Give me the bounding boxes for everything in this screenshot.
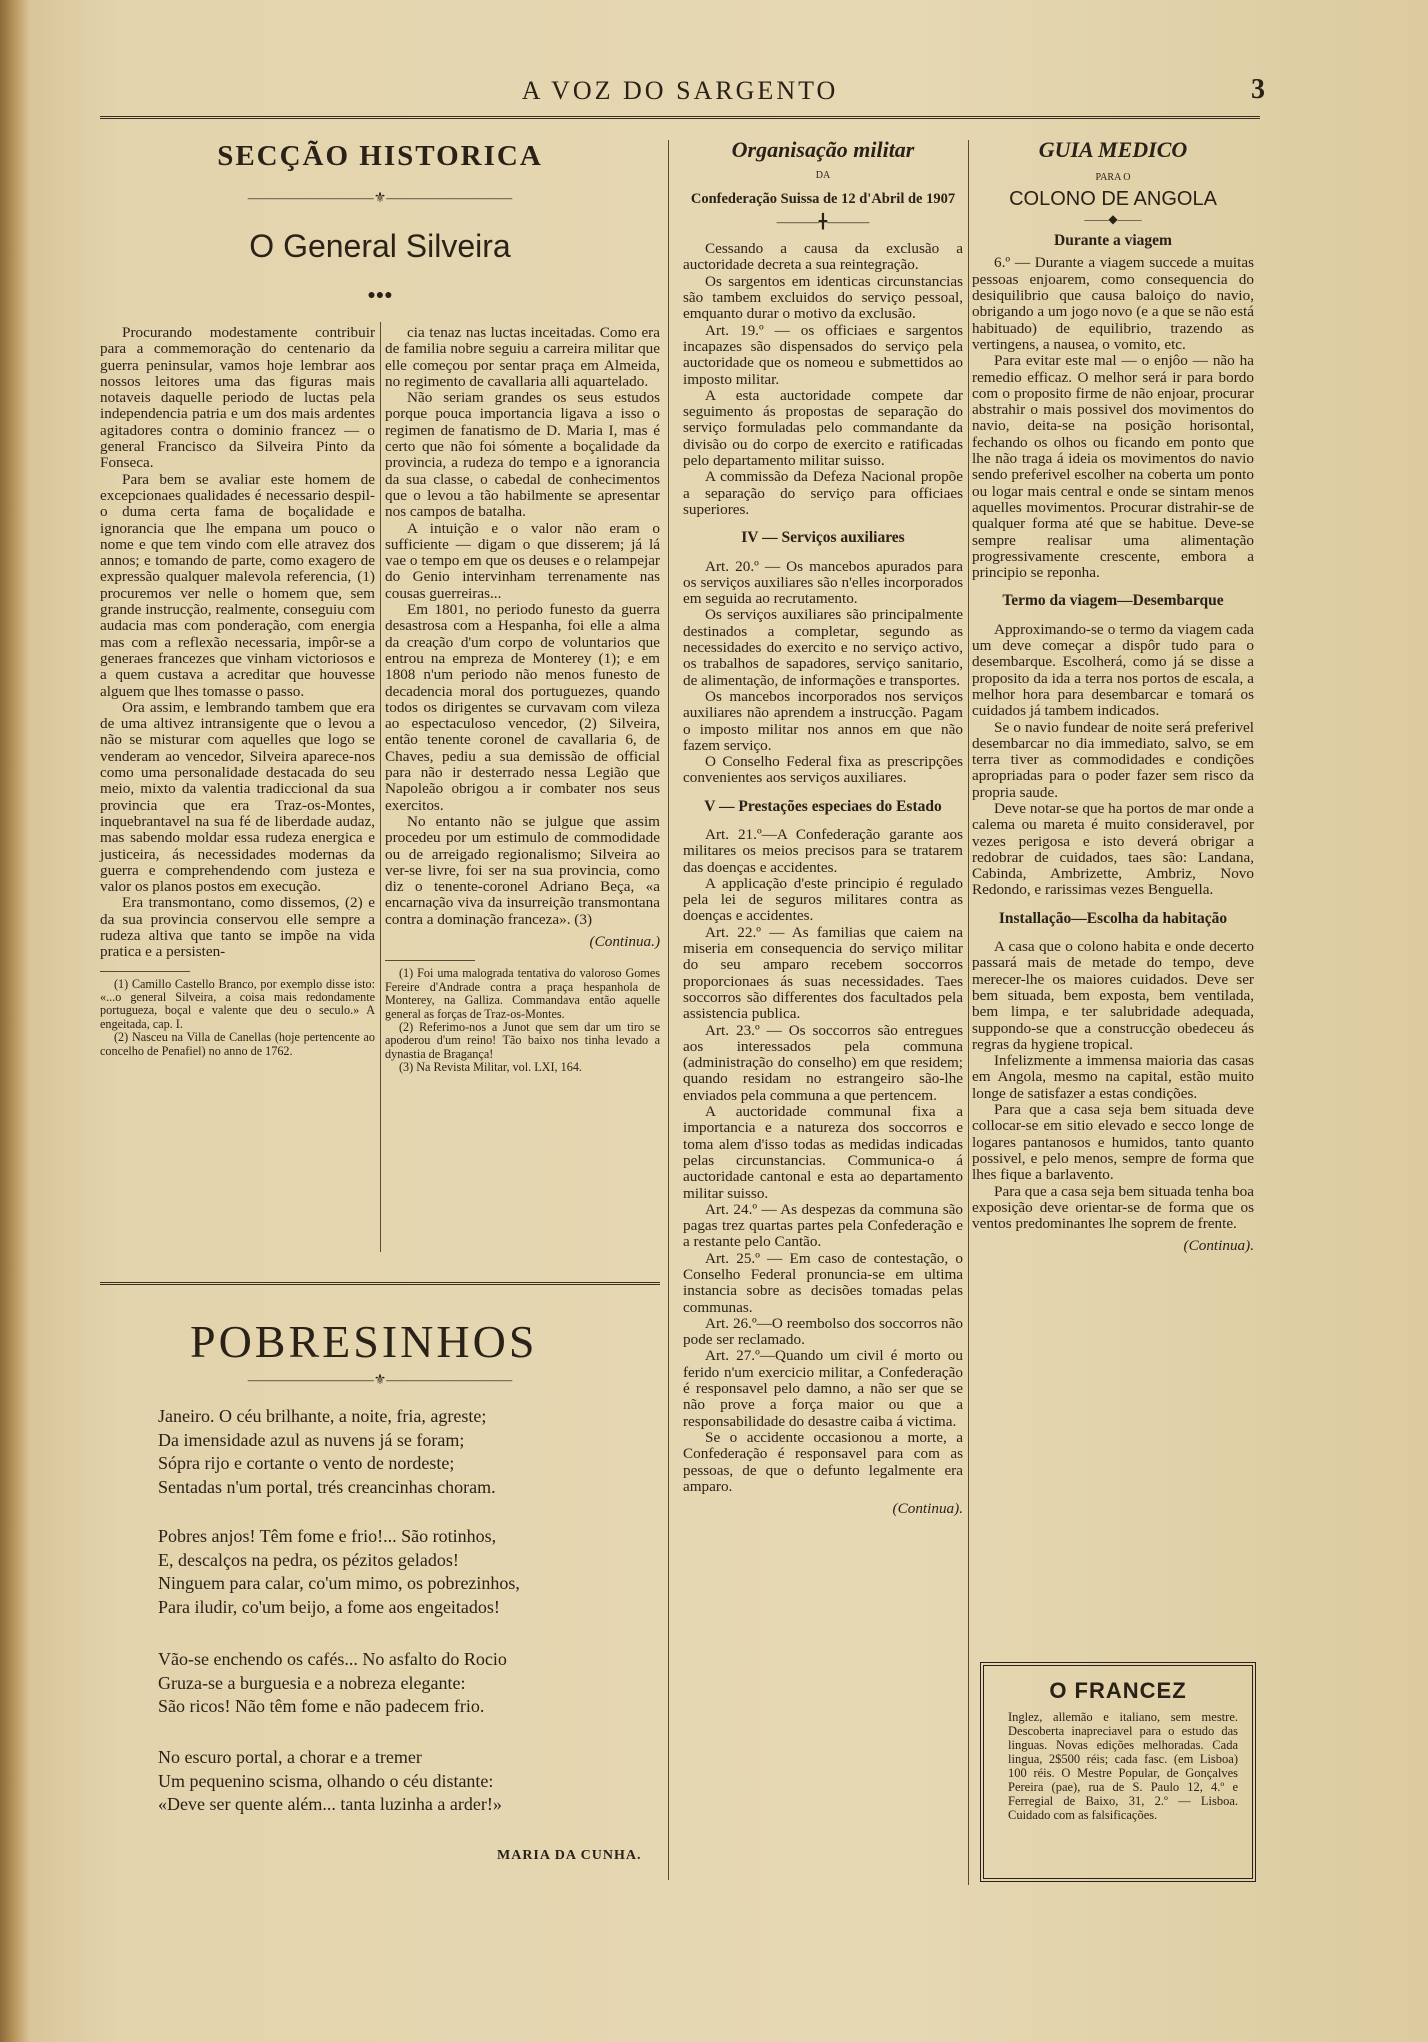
paragraph: Approximando-se o termo da viagem cada um deve começar a dispôr tudo para o desembarque. Escolherá, como já se disse a proposito da ida a terra nos portos de escala, a melhor hora para desembarcar e tomará os cuidados já tambem indicados.	[972, 620, 1254, 720]
paragraph: O Conselho Federal fixa as prescripções convenientes aos serviços auxiliares.	[683, 753, 963, 787]
paragraph: Art. 24.º — As despezas da communa são pagas trez quartas partes pela Confederação e a restante pelo Cantão.	[683, 1200, 963, 1251]
paragraph: Art. 27.º—Quando um civil é morto ou ferido n'um exercicio militar, a Confederação é responsavel pelo damno, a não ser que se não prove a força maior ou que a responsabilidade do desastre caiba á victima.	[683, 1347, 963, 1430]
article-column-2	[385, 325, 660, 1075]
paragraph: cia tenaz nas luctas inceitadas. Como era de familia nobre seguiu a carreira militar que elle começou por sentar praça em Almeida, no regimento de cavallaria alli aquartelado.	[385, 324, 660, 390]
section-heading: Durante a viagem	[1054, 232, 1172, 250]
poem-line: São ricos! Não têm fome e não padecem frio.	[158, 1696, 485, 1716]
article-title: Organisação militar	[731, 137, 915, 162]
poem-line: Da imensidade azul as nuvens já se foram;	[158, 1429, 465, 1450]
footnote: (2) Referimo-nos a Junot que sem dar um tiro se apoderou d'um reino! Tão baixo nos tinha levado a dynastia de Bragança!	[385, 1019, 660, 1061]
article-title: GUIA MEDICO	[1038, 137, 1188, 162]
article-column-1	[100, 325, 375, 1058]
page-header	[100, 70, 1265, 110]
poem-line: Janeiro. O céu brilhante, a noite, fria, agreste;	[158, 1406, 487, 1426]
header-rule	[100, 116, 1260, 123]
paragraph: A commissão da Defeza Nacional propõe a separação do serviço para officiaes superiores.	[683, 468, 963, 518]
poem-stanza-4	[158, 1746, 502, 1817]
paragraph: Em 1801, no periodo funesto da guerra desastrosa com a Hespanha, foi elle a alma da creação d'um corpo de voluntarios que entrou na empreza de Monterey (1); e em 1808 n'um periodo não menos funesto de decadencia moral dos portuguezes, quando todos os dirigentes se curvavam com vileza ao espectaculoso vencedor, (2) Silveira, então tenente coronel de cavallaria 6, de Chaves, pediu a sua demissão de official para não ir desterrado nessa Legião que Napoleão obrigou a ir combater nos seus exercitos.	[385, 601, 660, 814]
paragraph: Art. 22.º — As familias que caiem na miseria em consequencia do serviço militar do seu amparo recebem soccorros proporcionaes ás suas necessidades. Taes soccorros são differentes dos facultados pela assistencia publica.	[683, 923, 963, 1023]
paragraph: Procurando modestamente contribuir para a commemoração do centenario da guerra peninsular, vamos hoje lembrar aos nossos leitores uma das figuras mais notaveis daquelle periodo de luctas pela independencia patria e um dos mais ardentes agitadores contra o dominio francez — o general Francisco da Silveira Pinto da Fonseca.	[100, 324, 375, 472]
footnote-rule	[385, 960, 475, 961]
column-divider	[968, 140, 969, 1885]
poem-line: Vão-se enchendo os cafés... No asfalto do Rocio	[158, 1649, 507, 1669]
footnote-rule	[100, 971, 190, 972]
poem-line: Gruza-se a burguesia e a nobreza elegante:	[158, 1672, 466, 1693]
footnote: (1) Camillo Castello Branco, por exemplo disse isto: «...o general Silveira, a coisa mais redondamente portugueza, boçal e valente que deu o seculo.» A engeitada, cap. I.	[100, 976, 375, 1031]
paragraph: Deve notar-se que ha portos de mar onde a calema ou mareta é muito consideravel, por vezes perigosa e isto deverá obrigar a redobrar de cuidados, taes são: Landana, Cabinda, Ambrizette, Ambriz, Novo Redondo, e rarissimas vezes Benguella.	[972, 799, 1254, 899]
section-rule	[100, 1282, 660, 1285]
paragraph: A intuição e o valor não eram o sufficiente — digam o que disserem; já lá vae o tempo em que os deuses e o relampejar do Genio intervinham terrenamente nas cousas guerreiras...	[385, 519, 660, 602]
paragraph: Art. 19.º — os officiaes e sargentos incapazes são dispensados do serviço pela auctoridade que os nomeou e submettidos ao imposto militar.	[683, 321, 963, 388]
section-title: SECÇÃO HISTORICA	[217, 140, 543, 172]
section-heading: V — Prestações especiaes do Estado	[704, 797, 942, 815]
continua-note: (Continua).	[1183, 1237, 1254, 1255]
paragraph: Os serviços auxiliares são principalmente destinados a completar, segundo as necessidades do exercito e no serviço activo, os trabalhos de sapadores, serviço sanitario, de alimentação, de informações e transportes.	[683, 606, 963, 689]
poem-line: «Deve ser quente além... tanta luzinha a arder!»	[158, 1794, 502, 1814]
paragraph: Art. 25.º — Em caso de contestação, o Conselho Federal pronuncia-se em ultima instancia sobre as decisões tomadas pelas communas.	[683, 1249, 963, 1316]
footnote: (1) Foi uma malograda tentativa do valoroso Gomes Fereire d'Andrade contra a praça hespanhola de Monterey, na Galliza. Commandava então aquelle general as forças de Traz-os-Montes.	[385, 966, 660, 1021]
paragraph: Para que a casa seja bem situada tenha boa exposição deve orientar-se de forma que os ventos predominantes lhe soprem de frente.	[972, 1182, 1254, 1233]
paragraph: Cessando a causa da exclusão a auctoridade decreta a sua reintegração.	[683, 240, 963, 274]
ad-text: Inglez, allemão e italiano, sem mestre. Descoberta inapreciavel para o estudo das linguas. Novas edições melhoradas. Cada lingua, 2$500 réis; cada fasc. (em Lisboa) 100 réis. O Mestre Popular, de Gonçalves Pereira (pae), rua de S. Paulo 12, 4.º e Ferregial de Baixo, 31, 2.º — Lisboa. Cuidado com as falsificações.	[1008, 1710, 1238, 1822]
paragraph: Art. 21.º—A Confederação garante aos militares os meios precisos para se tratarem das doenças e accidentes.	[683, 825, 963, 876]
ornament-divider: ―――――――――⚜―――――――――	[247, 1373, 513, 1388]
paragraph: No entanto não se julgue que assim procedeu por um estimulo de commodidade ou de arreigado regionalismo; Silveira ao ver-se livre, foi ser na sua provincia, como diz o tenente-coronel Adriano Beça, «a encarnação viva da insurreição transmontana contra a dominação franceza». (3)	[385, 812, 660, 928]
poem-stanza-1	[158, 1405, 496, 1499]
article-column-3	[683, 137, 963, 1518]
ornament-divider: ―――╋―――	[776, 214, 870, 230]
paragraph: Art. 26.º—O reembolso dos soccorros não pode ser reclamado.	[683, 1314, 963, 1349]
paragraph: Não seriam grandes os seus estudos porque pouca importancia ligava a isso o regimen de fanatismo de D. Maria I, mas é certo que não foi sómente a boçalidade da provincia, a rudeza do tempo e a ignorancia da sua classe, o cabedal de conhecimentos que o levou a tão habilmente se apresentar nos campos de batalha.	[385, 389, 660, 521]
title-connector: DA	[815, 170, 831, 182]
paragraph: A auctoridade communal fixa a importancia e a natureza dos soccorros e toma alem d'isso todas as medidas indicadas pelas circunstancias. Communica-o á auctoridade cantonal e esta ao departamento militar suisso.	[683, 1103, 963, 1202]
poem-line: E, descalços na pedra, os pézitos gelados!	[158, 1549, 459, 1570]
poem-stanza-3	[158, 1648, 507, 1719]
poem-title: POBRESINHOS	[190, 1316, 538, 1367]
footnote: (3) Na Revista Militar, vol. LXI, 164.	[399, 1060, 582, 1075]
section-heading: Installação—Escolha da habitação	[998, 909, 1228, 927]
poem-line: Para iludir, co'um beijo, a fome aos engeitados!	[158, 1596, 500, 1617]
page-number: 3	[1251, 74, 1265, 105]
poem-line: No escuro portal, a chorar e a tremer	[158, 1747, 422, 1767]
paragraph: 6.º — Durante a viagem succede a muitas pessoas enjoarem, como consequencia do desiquilibrio que causa baloiço do navio, obrigando a um jogo novo (e a que se não está habituado) de equilibrio, trazendo as vertingens, a nausea, o vomito, etc.	[972, 254, 1254, 353]
poem-author: MARIA DA CUNHA.	[497, 1848, 642, 1863]
paragraph: A applicação d'este principio é regulado pela lei de seguros militares contra as doenças e accidentes.	[683, 874, 963, 925]
article-subtitle: COLONO DE ANGOLA	[1009, 187, 1217, 210]
paragraph: Os mancebos incorporados nos serviços auxiliares não aprendem a instrucção. Pagam o imposto militar nos annos em que não fazem serviço.	[683, 687, 963, 754]
paragraph: Para que a casa seja bem situada deve collocar-se em sitio elevado e secco longe de logares pantanosos e humidos, tanto quanto possivel, e pelo menos, sempre de forma que lhes fique a barlavento.	[972, 1101, 1254, 1184]
newspaper-title: A VOZ DO SARGENTO	[521, 76, 839, 105]
paragraph: Se o navio fundear de noite será preferivel desembarcar no dia immediato, salvo, se em terra tiver as commodidades e condições apropriadas para o poder fazer sem risco da propria saude.	[972, 718, 1254, 801]
paragraph: Art. 20.º — Os mancebos apurados para os serviços auxiliares são n'elles incorporados em seguida ao recrutamento.	[683, 557, 963, 608]
article-column-4	[972, 137, 1254, 1255]
paragraph: A esta auctoridade compete dar seguimento ás propostas de separação do serviço formuladas pelo commandante da divisão ou do corpo de exercito e ratificadas pelo departamento militar suisso.	[683, 386, 963, 470]
footnote: (2) Nasceu na Villa de Canellas (hoje pertencente ao concelho de Penafiel) no anno de 1762.	[100, 1030, 375, 1058]
paragraph: Para bem se avaliar este homem de excepcionaes qualidades é necessario despil-o duma certa fama de boçalidade e ignorancia que lhe empana um pouco o nome e que tem vindo com elle atravez dos annos; e tomando de parte, como exagero de expressão qualquer malevola referencia, (1) procuremos ver nelle o homem que, sem grande instrucção, realmente, conseguiu com audacia mas com ponderação, com energia mas com a reflexão necessaria, impôr-se a generaes francezes que vinham victoriosos e a quem custava a acreditar que houvesse alguem que lhes tomasse o passo.	[100, 470, 375, 700]
article-subtitle: Confederação Suissa de 12 d'Abril de 1907	[690, 190, 956, 207]
paragraph: Para evitar este mal — o enjôo — não ha remedio efficaz. O melhor será ir para bordo com o proposito firme de não enjoar, procurar abstrahir o mais possivel dos movimentos do navio, deita-se na posição horisontal, fechando os olhos ou ficando em ponto que lhe não traga á ideia os movimentos do navio sendo preferivel escolher na coberta um ponto ou logar mais central e onde se sintam menos aquelles movimentos. Procurar distrahir-se de qualquer forma até que se habitue. Deve-se sempre realisar uma alimentação progressivamente crescente, embora a principio se reponha.	[972, 352, 1254, 582]
footnotes	[100, 978, 375, 1058]
poem-stanza-2	[158, 1525, 520, 1619]
advertisement-box	[980, 1662, 1256, 1882]
continua-note: (Continua.)	[589, 932, 660, 950]
paragraph: Os sargentos em identicas circunstancias são tambem excluidos do serviço pessoal, emquanto durar o motivo da exclusão.	[683, 272, 963, 323]
ornament-divider: ―――――――――⚜―――――――――	[247, 191, 513, 206]
paragraph: Era transmontano, como dissemos, (2) e da sua provincia conservou elle sempre a rudeza altiva que tanto se impõe na vida pratica e a persisten-	[100, 894, 375, 961]
paragraph: Infelizmente a immensa maioria das casas em Angola, mesmo na capital, estão muito longe de satisfazer a estas condições.	[972, 1052, 1254, 1102]
ornament-divider: ――◆――	[1084, 211, 1142, 226]
poem-line: Sópra rijo e cortante o vento de nordeste;	[158, 1453, 455, 1473]
paragraph: A casa que o colono habita e onde decerto passará mais de metade do tempo, deve merecer-lhe os maiores cuidados. Deve ser bem situada, bem exposta, bem ventilada, bem limpa, e ter salubridade adequada, suppondo-se que a construcção obedeceu ás regras da hygiene tropical.	[972, 938, 1254, 1053]
section-heading: Termo da viagem—Desembarque	[1002, 592, 1224, 610]
poem-line: Pobres anjos! Têm fome e frio!... São rotinhos,	[158, 1526, 497, 1546]
ad-title: O FRANCEZ	[1049, 1678, 1187, 1703]
poem-line: Sentadas n'um portal, trés creancinhas choram.	[158, 1476, 496, 1497]
column-divider	[668, 140, 669, 1880]
article-title: O General Silveira	[249, 228, 511, 264]
section-heading: IV — Serviços auxiliares	[741, 529, 905, 547]
paragraph: Ora assim, e lembrando tambem que era de uma altivez intransigente que o levou a não se misturar com aquelles que logo se venderam ao vencedor, Silveira aparece-nos como uma personalidade destacada do seu meio, mixto da valentia tradiccional da sua provincia que era Traz-os-Montes, inquebrantavel na sua fé de liberdade audaz, mas sabendo moldar essa rudeza energica e justiceira, ás necessidades modernas da guerra e comprehendendo com justeza e valor os planos postos em execução.	[100, 698, 375, 896]
continua-note: (Continua).	[892, 1500, 963, 1518]
paragraph: Se o accidente occasionou a morte, a Confederação é responsavel para com as pessoas, de que o defunto legalmente era amparo.	[683, 1428, 963, 1495]
footnotes	[385, 967, 660, 1074]
ornament-divider: ●●●	[367, 288, 393, 303]
title-connector: PARA O	[1095, 172, 1131, 184]
paragraph: Art. 23.º — Os soccorros são entregues aos interessados pela communa (administração do conselho) em que residem; quando residam no estrangeiro são-lhe enviados pela communa a que pertencem.	[683, 1021, 963, 1104]
column-divider	[380, 322, 381, 1252]
poem-line: Ninguem para calar, co'um mimo, os pobrezinhos,	[158, 1573, 520, 1593]
poem-line: Um pequenino scisma, olhando o céu distante:	[158, 1770, 494, 1791]
